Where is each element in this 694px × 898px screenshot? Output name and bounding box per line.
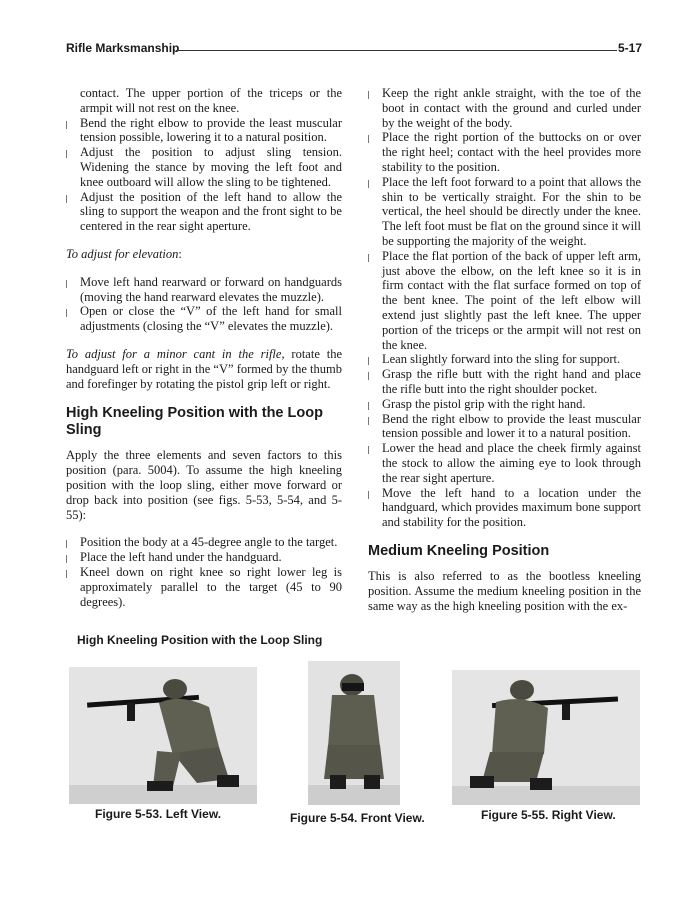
list-item: Open or close the “V” of the left hand for small adjustments (closing the “V” elevates the muzzle).: [66, 304, 342, 334]
header-rule: [176, 50, 617, 51]
bullet-mark: [368, 180, 369, 188]
list-item: Place the flat portion of the back of upper left arm, just above the elbow, on the left knee so it is in firm contact with the flat surface formed on top of the bent knee. The point of the left elbow will extend just slightly past the left knee. The upper portion of the triceps or the armpit will not rest on the knee.: [368, 249, 641, 353]
list-item: Place the left hand under the handguard.: [66, 550, 342, 565]
bullet-mark: [66, 280, 67, 288]
bullet-mark: [368, 402, 369, 410]
page-number: 5-17: [617, 41, 642, 55]
bullet-mark: [66, 121, 67, 129]
list-item: Move left hand rearward or forward on handguards (moving the hand rearward elevates the muzzle).: [66, 275, 342, 305]
list-item: Lean slightly forward into the sling for support.: [368, 352, 641, 367]
body-paragraph: Apply the three elements and seven factors to this position (para. 5004). To assume the high kneeling position with the loop sling, either move forward or drop back into position (see figs. 5-53, 5-54, and 5-55):: [66, 448, 342, 522]
bullet-mark: [368, 254, 369, 262]
cant-paragraph: To adjust for a minor cant in the rifle, rotate the handguard left or right in the “V” formed by the thumb and forefinger by rotating the pistol grip left or right.: [66, 346, 342, 391]
section-heading: Medium Kneeling Position: [368, 542, 550, 559]
bullet-mark: [368, 446, 369, 454]
list-item: Place the left foot forward to a point that allows the shin to be vertically straight. For the shin to be vertical, the heel should be directly under the knee. The left foot must be flat on the ground since it will be supporting the majority of the weight.: [368, 175, 641, 249]
elevation-subhead: To adjust for elevation:: [66, 246, 182, 261]
bullet-mark: [66, 540, 67, 548]
section-heading: High Kneeling Position with the Loop Sling: [66, 405, 323, 439]
list-item: Place the right portion of the buttocks on or over the right heel; contact with the heel provides more stability to the position.: [368, 130, 641, 174]
bullet-mark: [66, 555, 67, 563]
figure-5-55-caption: Figure 5-55. Right View.: [481, 808, 616, 822]
bullet-mark: [368, 91, 369, 99]
list-item: Lower the head and place the cheek firmly against the stock to allow the aiming eye to look through the rear sight aperture.: [368, 441, 641, 485]
list-item: Bend the right elbow to provide the least muscular tension possible and lower it to a natural position.: [368, 412, 641, 442]
bullet-mark: [66, 570, 67, 578]
figure-5-53-caption: Figure 5-53. Left View.: [95, 807, 222, 821]
bullet-mark: [368, 491, 369, 499]
list-item: Adjust the position to adjust sling tension. Widening the stance by moving the left foot and knee outboard will allow the sling to be tightened.: [66, 145, 342, 189]
bullet-mark: [66, 309, 67, 317]
figure-5-54-caption: Figure 5-54. Front View.: [290, 811, 425, 825]
list-item: Grasp the pistol grip with the right hand.: [368, 397, 641, 412]
section-title: Rifle Marksmanship: [66, 41, 180, 55]
figure-group-title: High Kneeling Position with the Loop Sling: [77, 633, 323, 647]
bullet-mark: [368, 357, 369, 365]
body-paragraph: This is also referred to as the bootless kneeling position. Assume the medium kneeling position in the same way as the high kneeling position with the ex-: [368, 568, 641, 613]
right-column: [368, 86, 641, 613]
list-item: Move the left hand to a location under the handguard, which provides maximum bone support and stability for the position.: [368, 486, 641, 530]
list-item: Adjust the position of the left hand to allow the sling to support the weapon and the front sight to be centered in the rear sight aperture.: [66, 190, 342, 234]
list-item: Position the body at a 45-degree angle to the target.: [66, 535, 342, 550]
list-item: Grasp the rifle butt with the right hand and place the rifle butt into the right shoulder pocket.: [368, 367, 641, 397]
bullet-mark: [368, 417, 369, 425]
figure-5-53-photo: [69, 667, 257, 804]
bullet-mark: [66, 195, 67, 203]
list-item: Kneel down on right knee so right lower leg is approximately parallel to the target (45 to 90 degrees).: [66, 565, 342, 609]
continued-text: contact. The upper portion of the triceps or the armpit will not rest on the knee.: [80, 86, 342, 115]
figure-5-54-photo: [308, 661, 400, 805]
left-column: [66, 86, 342, 609]
bullet-mark: [368, 135, 369, 143]
list-item: Keep the right ankle straight, with the toe of the boot in contact with the ground and curled under by the weight of the body.: [368, 86, 641, 130]
bullet-mark: [66, 150, 67, 158]
figure-5-55-photo: [452, 670, 640, 805]
bullet-mark: [368, 372, 369, 380]
list-item: Bend the right elbow to provide the least muscular tension possible, lowering it to a natural position.: [66, 116, 342, 146]
